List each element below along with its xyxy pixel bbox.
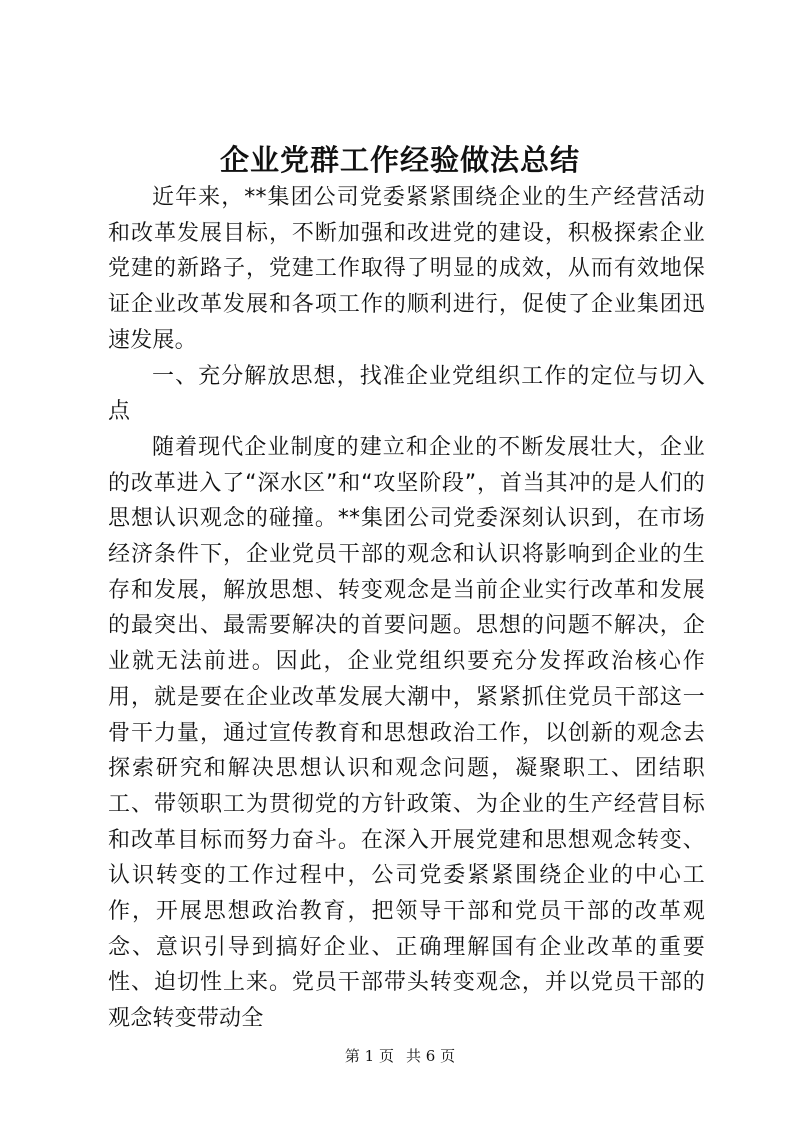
page-number: 第 1 页: [344, 1047, 394, 1065]
page-total: 共 6 页: [406, 1047, 456, 1065]
paragraph-section-1: 随着现代企业制度的建立和企业的不断发展壮大，企业的改革进入了“深水区”和“攻坚阶段”，首当其冲的是人们的思想认识观念的碰撞。**集团公司党委深刻认识到，在市场经济条件下，企业党员干部的观念和认识将影响到企业的生存和发展，解放思想、转变观念是当前企业实行改革和发展的最突出、最需要解决的首要问题。思想的问题不解决，企业就无法前进。因此，企业党组织要充分发挥政治核心作用，就是要在企业改革发展大潮中，紧紧抓住党员干部这一骨干力量，通过宣传教育和思想政治工作，以创新的观念去探索研究和解决思想认识和观念问题，凝聚职工、团结职工、带领职工为贯彻党的方针政策、为企业的生产经营目标和改革目标而努力奋斗。在深入开展党建和思想观念转变、认识转变的工作过程中，公司党委紧紧围绕企业的中心工作，开展思想政治教育，把领导干部和党员干部的改革观念、意识引导到搞好企业、正确理解国有企业改革的重要性、迫切性上来。党员干部带头转变观念，并以党员干部的观念转变带动全: [108, 434, 705, 1032]
page-footer: [0, 1046, 800, 1066]
document-title: 企业党群工作经验做法总结: [219, 143, 580, 177]
document-body: [108, 180, 705, 1037]
section-heading-1: 一、充分解放思想，找准企业党组织工作的定位与切入点: [108, 363, 705, 425]
paragraph-intro: 近年来，**集团公司党委紧紧围绕企业的生产经营活动和改革发展目标，不断加强和改进党的建设，积极探索企业党建的新路子，党建工作取得了明显的成效，从而有效地保证企业改革发展和各项工作的顺利进行，促使了企业集团迅速发展。: [108, 185, 705, 353]
